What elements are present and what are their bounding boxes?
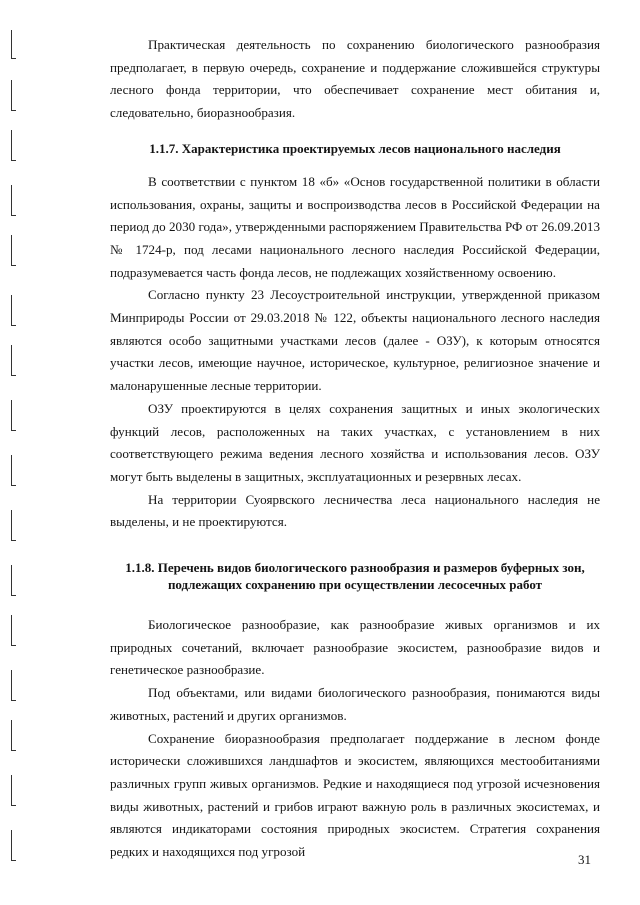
section-heading-1-1-8-line1: 1.1.8. Перечень видов биологического разнообразия и размеров буферных зон, — [125, 560, 585, 576]
paragraph-117-1: В соответствии с пунктом 18 «б» «Основ государственной политики в области использования, охраны, защиты и воспроизводства лесов в Российской Федерации на период до 2030 года», утвержденными распоряжением Правительства РФ от 26.09.2013 № 1724-р, под лесами национального лесного наследия Российской Федерации, подразумевается часть фонда лесов, не подлежащих хозяйственному освоению. — [110, 173, 600, 280]
paragraph-intro: Практическая деятельность по сохранению биологического разнообразия предполагает, в первую очередь, сохранение и поддержание сложившейся структуры лесного фонда территории, что обеспечивает сохранение мест обитания и, следовательно, биоразнообразия. — [110, 37, 600, 121]
paragraph-117-3: ОЗУ проектируются в целях сохранения защитных и иных экологических функций лесов, расположенных на таких участках, с установлением в них соответствующего режима ведения лесного хозяйства и использования лесов. ОЗУ могут быть выделены в защитных, эксплуатационных и резервных лесах. — [110, 400, 600, 484]
paragraph-118-2: Под объектами, или видами биологического разнообразия, понимаются виды животных, растений и других организмов. — [110, 685, 600, 723]
paragraph-118-1: Биологическое разнообразие, как разнообразие живых организмов и их природных сочетаний, включает разнообразие экосистем, разнообразие видов и генетическое разнообразие. — [110, 617, 600, 678]
section-heading-1-1-8 — [110, 559, 600, 593]
section-heading-1-1-7: 1.1.7. Характеристика проектируемых лесов национального наследия — [149, 140, 561, 156]
binding-edge-marks — [11, 10, 23, 890]
paragraph-118-3: Сохранение биоразнообразия предполагает поддержание в лесном фонде исторически сложившихся ландшафтов и экосистем, являющихся местообитаниями различных групп живых организмов. Редкие и находящиеся под угрозой исчезновения виды животных, растений и грибов играют важную роль в различных экосистемах, и являются индикаторами состояния природных экосистем. Стратегия сохранения редких и находящихся под угрозой — [110, 730, 600, 860]
document-page — [110, 34, 600, 864]
section-heading-1-1-8-line2: подлежащих сохранению при осуществлении лесосечных работ — [167, 577, 543, 593]
page-number: 31 — [578, 852, 591, 867]
paragraph-117-2: Согласно пункту 23 Лесоустроительной инструкции, утвержденной приказом Минприроды России от 29.03.2018 № 122, объекты национального лесного наследия являются особо защитными участками лесов (далее - ОЗУ), к которым относятся участки лесов, имеющие научное, историческое, культурное, религиозное значение и малонарушенные лесные территории. — [110, 287, 600, 394]
paragraph-117-4: На территории Суоярвского лесничества леса национального наследия не выделены, и не проектируются. — [110, 491, 600, 530]
